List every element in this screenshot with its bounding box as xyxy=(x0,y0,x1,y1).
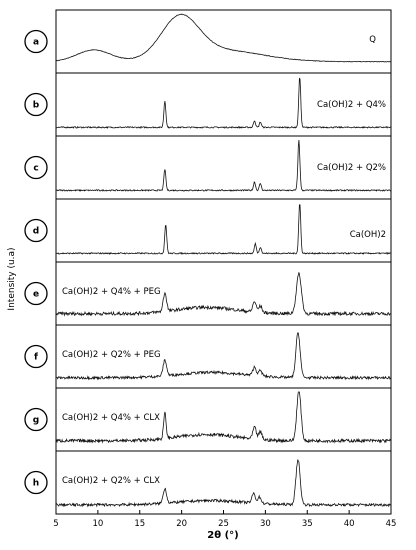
y-axis-label: Intensity (u.a) xyxy=(7,247,17,311)
panel-letter-f: f xyxy=(34,352,38,363)
series-label-d: Ca(OH)2 xyxy=(349,230,386,240)
x-tick-label: 40 xyxy=(343,519,355,529)
x-tick-label: 35 xyxy=(301,519,313,529)
x-axis xyxy=(53,510,396,529)
panel-a xyxy=(25,10,391,73)
series-label-a: Q xyxy=(369,35,376,45)
x-axis-label: 2θ (°) xyxy=(207,530,239,541)
panel-c xyxy=(25,136,391,199)
series-label-h: Ca(OH)2 + Q2% + CLX xyxy=(62,476,160,486)
series-label-e: Ca(OH)2 + Q4% + PEG xyxy=(62,287,161,297)
series-label-f: Ca(OH)2 + Q2% + PEG xyxy=(62,350,161,360)
x-tick-label: 45 xyxy=(385,519,397,529)
series-line-d xyxy=(56,205,391,254)
panel-b xyxy=(25,73,391,136)
panel-letter-a: a xyxy=(32,37,40,48)
panel-letter-h: h xyxy=(32,478,40,489)
panel-h xyxy=(25,451,391,514)
panel-g xyxy=(25,388,391,451)
panel-frame xyxy=(56,10,391,73)
series-label-c: Ca(OH)2 + Q2% xyxy=(317,163,386,173)
x-tick-label: 5 xyxy=(53,519,59,529)
x-tick-label: 30 xyxy=(259,519,271,529)
panel-letter-d: d xyxy=(32,226,40,237)
x-tick-label: 20 xyxy=(176,519,188,529)
panel-e xyxy=(25,262,391,325)
panel-letter-b: b xyxy=(32,100,40,111)
panel-letter-e: e xyxy=(32,289,40,300)
panel-letter-c: c xyxy=(33,163,39,174)
series-label-b: Ca(OH)2 + Q4% xyxy=(317,100,386,110)
panels-group xyxy=(25,10,391,514)
series-line-a xyxy=(56,14,391,62)
x-tick-label: 15 xyxy=(134,519,146,529)
panel-f xyxy=(25,325,391,388)
x-tick-label: 10 xyxy=(92,519,104,529)
series-label-g: Ca(OH)2 + Q4% + CLX xyxy=(62,413,160,423)
panel-letter-g: g xyxy=(32,415,40,426)
x-tick-label: 25 xyxy=(218,519,229,529)
panel-d xyxy=(25,199,391,262)
